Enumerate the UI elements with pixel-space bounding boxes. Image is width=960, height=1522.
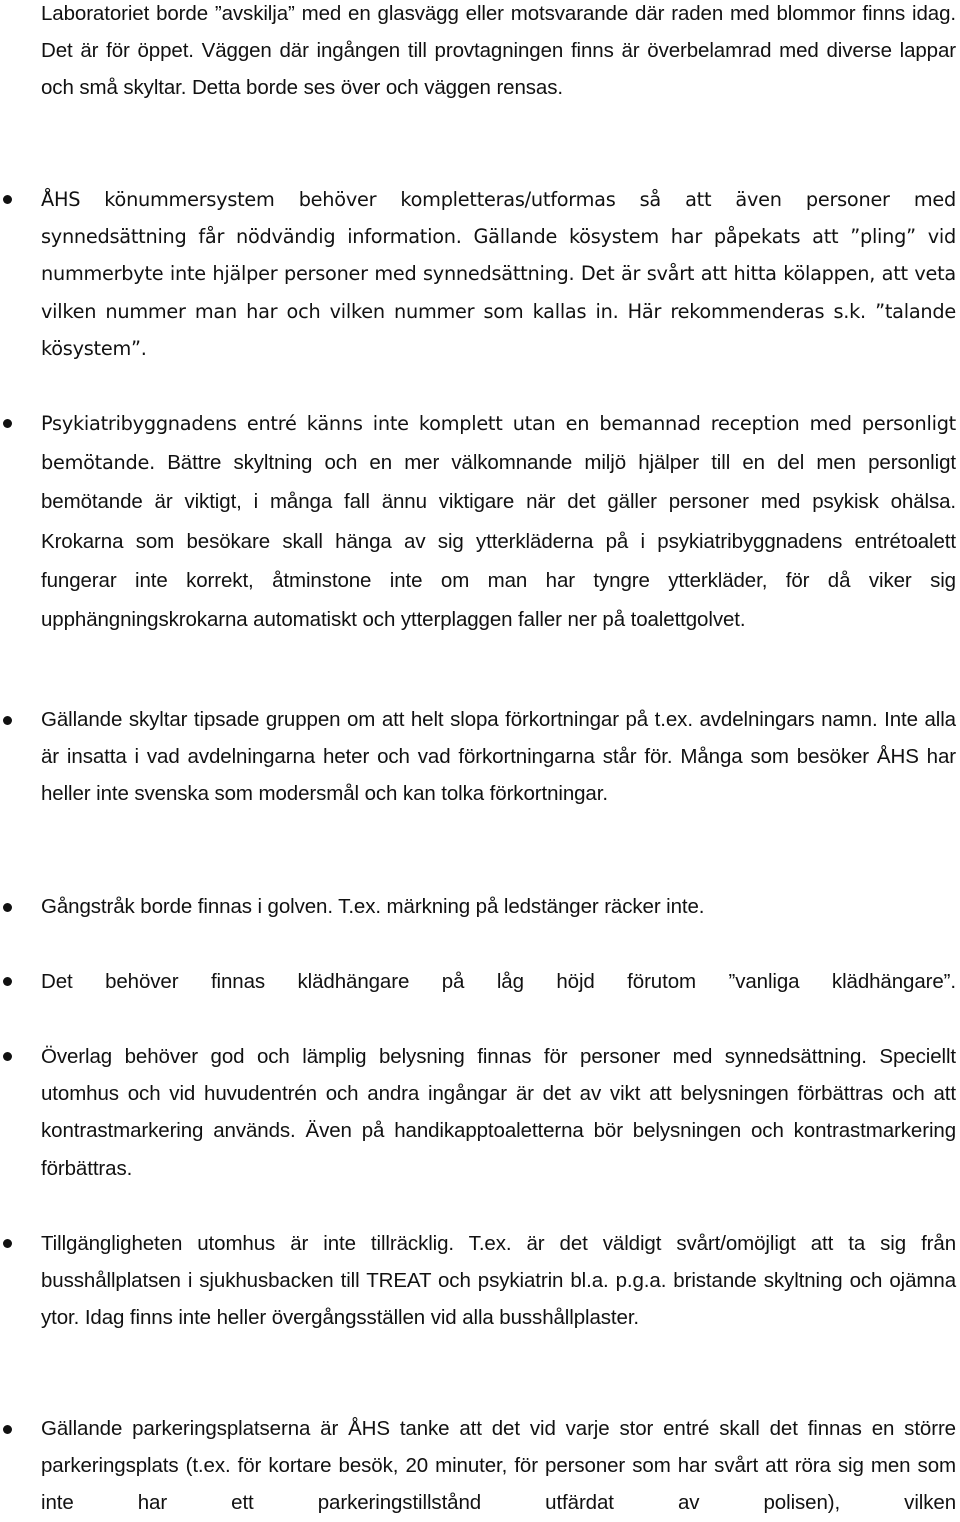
item-text: Det behöver finnas klädhängare på låg höjd förutom ”vanliga klädhängare”. bbox=[41, 970, 956, 993]
list-item-queue-system bbox=[41, 181, 956, 367]
list-item-walkways bbox=[41, 888, 956, 925]
bullet-icon bbox=[3, 195, 12, 204]
item-text: Gällande skyltar tipsade gruppen om att helt slopa förkortningar på t.ex. avdelningars namn. Inte alla är insatta i vad avdelningarna heter och vad förkortningarna står för. Många som besöker ÅHS har heller inte svenska som modersmål och kan tolka förkortningar. bbox=[41, 708, 956, 806]
item-text: ÅHS könummersystem behöver kompletteras/utformas så att även personer med synnedsättning får nödvändig information. Gällande kösystem har påpekats att ”pling” vid nummerbyte inte hjälper personer med synnedsättning. Det är svårt att hitta kölappen, att veta vilken nummer man har och vilken nummer som kallas in. Här rekommenderas s.k. ”talande kösystem”. bbox=[41, 188, 956, 360]
list-item-outdoor-access bbox=[41, 1225, 956, 1337]
item-text: Gångstråk borde finnas i golven. T.ex. märkning på ledstänger räcker inte. bbox=[41, 895, 705, 918]
list-item-parking bbox=[41, 1410, 956, 1522]
list-item-signage bbox=[41, 701, 956, 813]
bullet-icon bbox=[3, 716, 12, 725]
bullet-icon bbox=[3, 1425, 12, 1434]
item-text: Tillgängligheten utomhus är inte tillräcklig. T.ex. är det väldigt svårt/omöjligt att ta sig från busshållplatsen i sjukhusbacken till TREAT och psykiatrin bl.a. p.g.a. bristande skyltning och ojämna ytor. Idag finns inte heller övergångsställen vid alla busshållplaster. bbox=[41, 1232, 956, 1330]
bullet-icon bbox=[3, 903, 12, 912]
bullet-icon bbox=[3, 1239, 12, 1248]
list-item-lighting bbox=[41, 1038, 956, 1187]
item-text-part-1: Psykiatribyggnadens entré känns inte komplett utan en bemannad reception med personligt bemötande. bbox=[41, 412, 956, 475]
list-item-glass-wall bbox=[41, 0, 956, 107]
list-item-psychiatry-entrance bbox=[41, 405, 956, 640]
bullet-icon bbox=[3, 419, 12, 428]
item-text-part-2: Bättre skyltning och en mer välkomnande miljö hjälper till en del men personligt bemötande är viktigt, i många fall ännu viktigare när det gäller personer med psykisk ohälsa. Krokarna som besökare skall hänga av sig ytterkläderna på i psykiatribyggnadens entrétoalett fungerar inte korrekt, åtminstone inte om man har tyngre ytterkläder, för då viker sig upphängningskrokarna automatiskt och ytterplaggen faller ner på toalettgolvet. bbox=[41, 451, 956, 632]
bullet-icon bbox=[3, 1052, 12, 1061]
list-item-coat-hangers bbox=[41, 963, 956, 1000]
item-text: Gällande parkeringsplatserna är ÅHS tanke att det vid varje stor entré skall det finnas en större parkeringsplats (t.ex. för kortare besök, 20 minuter, för personer som har svårt att röra sig men som inte har ett parkeringstillstånd utfärdat av polisen), vilken bbox=[41, 1417, 956, 1515]
item-text: Överlag behöver god och lämplig belysning finnas för personer med synnedsättning. Speciellt utomhus och vid huvudentrén och andra ingångar är det av vikt att belysningen förbättras och att kontrastmarkering används. Även på handikapptoaletterna bör belysningen och kontrastmarkering förbättras. bbox=[41, 1045, 956, 1180]
item-text: Laboratoriet borde ”avskilja” med en glasvägg eller motsvarande där raden med blommor finns idag. Det är för öppet. Väggen där ingången till provtagningen finns är överbelamrad med diverse lappar och små skyltar. Detta borde ses över och väggen rensas. bbox=[41, 2, 956, 100]
bullet-icon bbox=[3, 977, 12, 986]
